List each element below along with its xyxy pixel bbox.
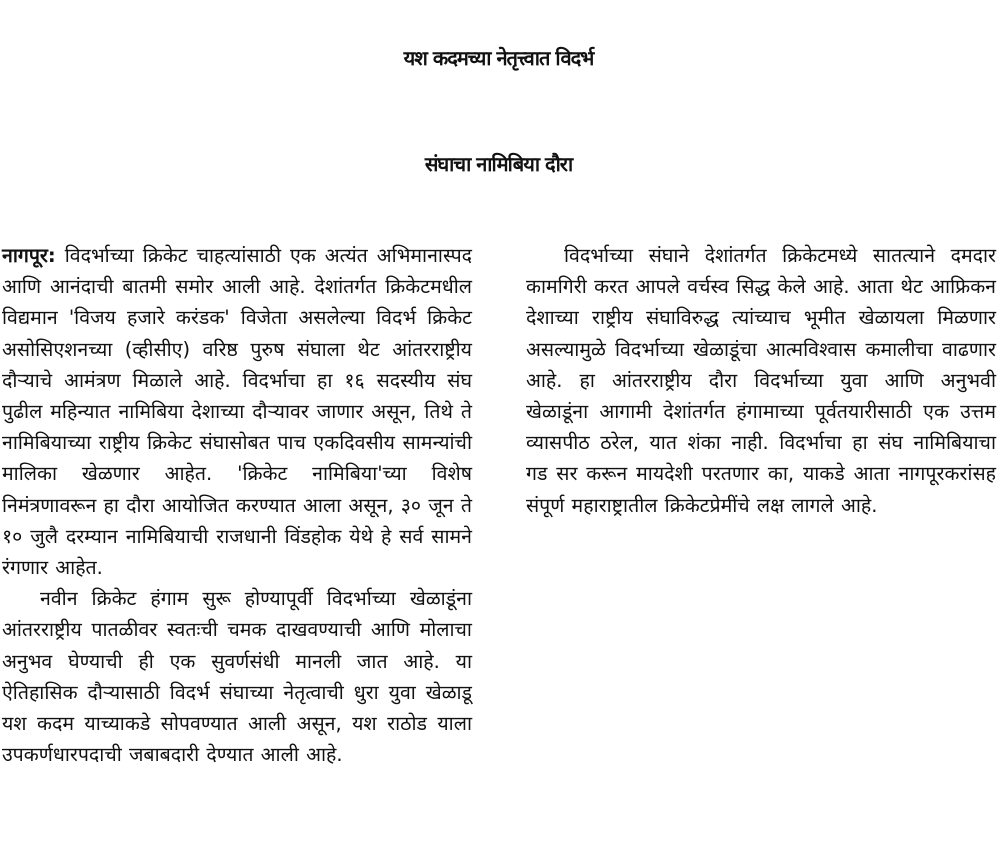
paragraph-1-text: विदर्भाच्या क्रिकेट चाहत्यांसाठी एक अत्यंत अभिमानास्पद आणि आनंदाची बातमी समोर आली आहे. देशांतर्गत क्रिकेटमधील विद्यमान 'विजय हजारे करंडक' विजेता असलेल्या विदर्भ क्रिकेट असोसिएशनच्या (व्हीसीए) वरिष्ठ पुरुष संघाला थेट आंतरराष्ट्रीय दौऱ्याचे आमंत्रण मिळाले आहे. विदर्भाचा हा १६ सदस्यीय संघ पुढील महिन्यात नामिबिया देशाच्या दौऱ्यावर जाणार असून, तिथे ते नामिबियाच्या राष्ट्रीय क्रिकेट संघासोबत पाच एकदिवसीय सामन्यांची मालिका खेळणार आहेत. 'क्रिकेट नामिबिया'च्या विशेष निमंत्रणावरून हा दौरा आयोजित करण्यात आला असून, ३० जून ते १० जुलै दरम्यान नामिबियाची राजधानी विंडहोक येथे हे सर्व सामने रंगणार आहेत. [2,244,472,580]
headline-line-2: संघाचा नामिबिया दौरा [424,152,573,176]
dateline: नागपूर: [2,244,56,267]
paragraph-1 [2,240,472,583]
article-column-right [526,240,996,521]
article-column-left [2,240,472,770]
headline [0,6,997,216]
headline-line-1: यश कदमच्या नेतृत्त्वात विदर्भ [403,46,594,70]
paragraph-2: नवीन क्रिकेट हंगाम सुरू होण्यापूर्वी विदर्भाच्या खेळाडूंना आंतरराष्ट्रीय पातळीवर स्वतःची चमक दाखवण्याची आणि मोलाचा अनुभव घेण्याची ही एक सुवर्णसंधी मानली जात आहे. या ऐतिहासिक दौऱ्यासाठी विदर्भ संघाच्या नेतृत्वाची धुरा युवा खेळाडू यश कदम याच्याकडे सोपवण्यात आली असून, यश राठोड याला उपकर्णधारपदाची जबाबदारी देण्यात आली आहे. [2,587,472,767]
paragraph-3: विदर्भाच्या संघाने देशांतर्गत क्रिकेटमध्ये सातत्याने दमदार कामगिरी करत आपले वर्चस्व सिद्ध केले आहे. आता थेट आफ्रिकन देशाच्या राष्ट्रीय संघाविरुद्ध त्यांच्याच भूमीत खेळायला मिळणार असल्यामुळे विदर्भाच्या खेळाडूंचा आत्मविश्वास कमालीचा वाढणार आहे. हा आंतरराष्ट्रीय दौरा विदर्भाच्या युवा आणि अनुभवी खेळाडूंना आगामी देशांतर्गत हंगामाच्या पूर्वतयारीसाठी एक उत्तम व्यासपीठ ठरेल, यात शंका नाही. विदर्भाचा हा संघ नामिबियाचा गड सर करून मायदेशी परतणार का, याकडे आता नागपूरकरांसह संपूर्ण महाराष्ट्रातील क्रिकेटप्रेमींचे लक्ष लागले आहे. [526,244,996,517]
article-body [0,240,997,864]
